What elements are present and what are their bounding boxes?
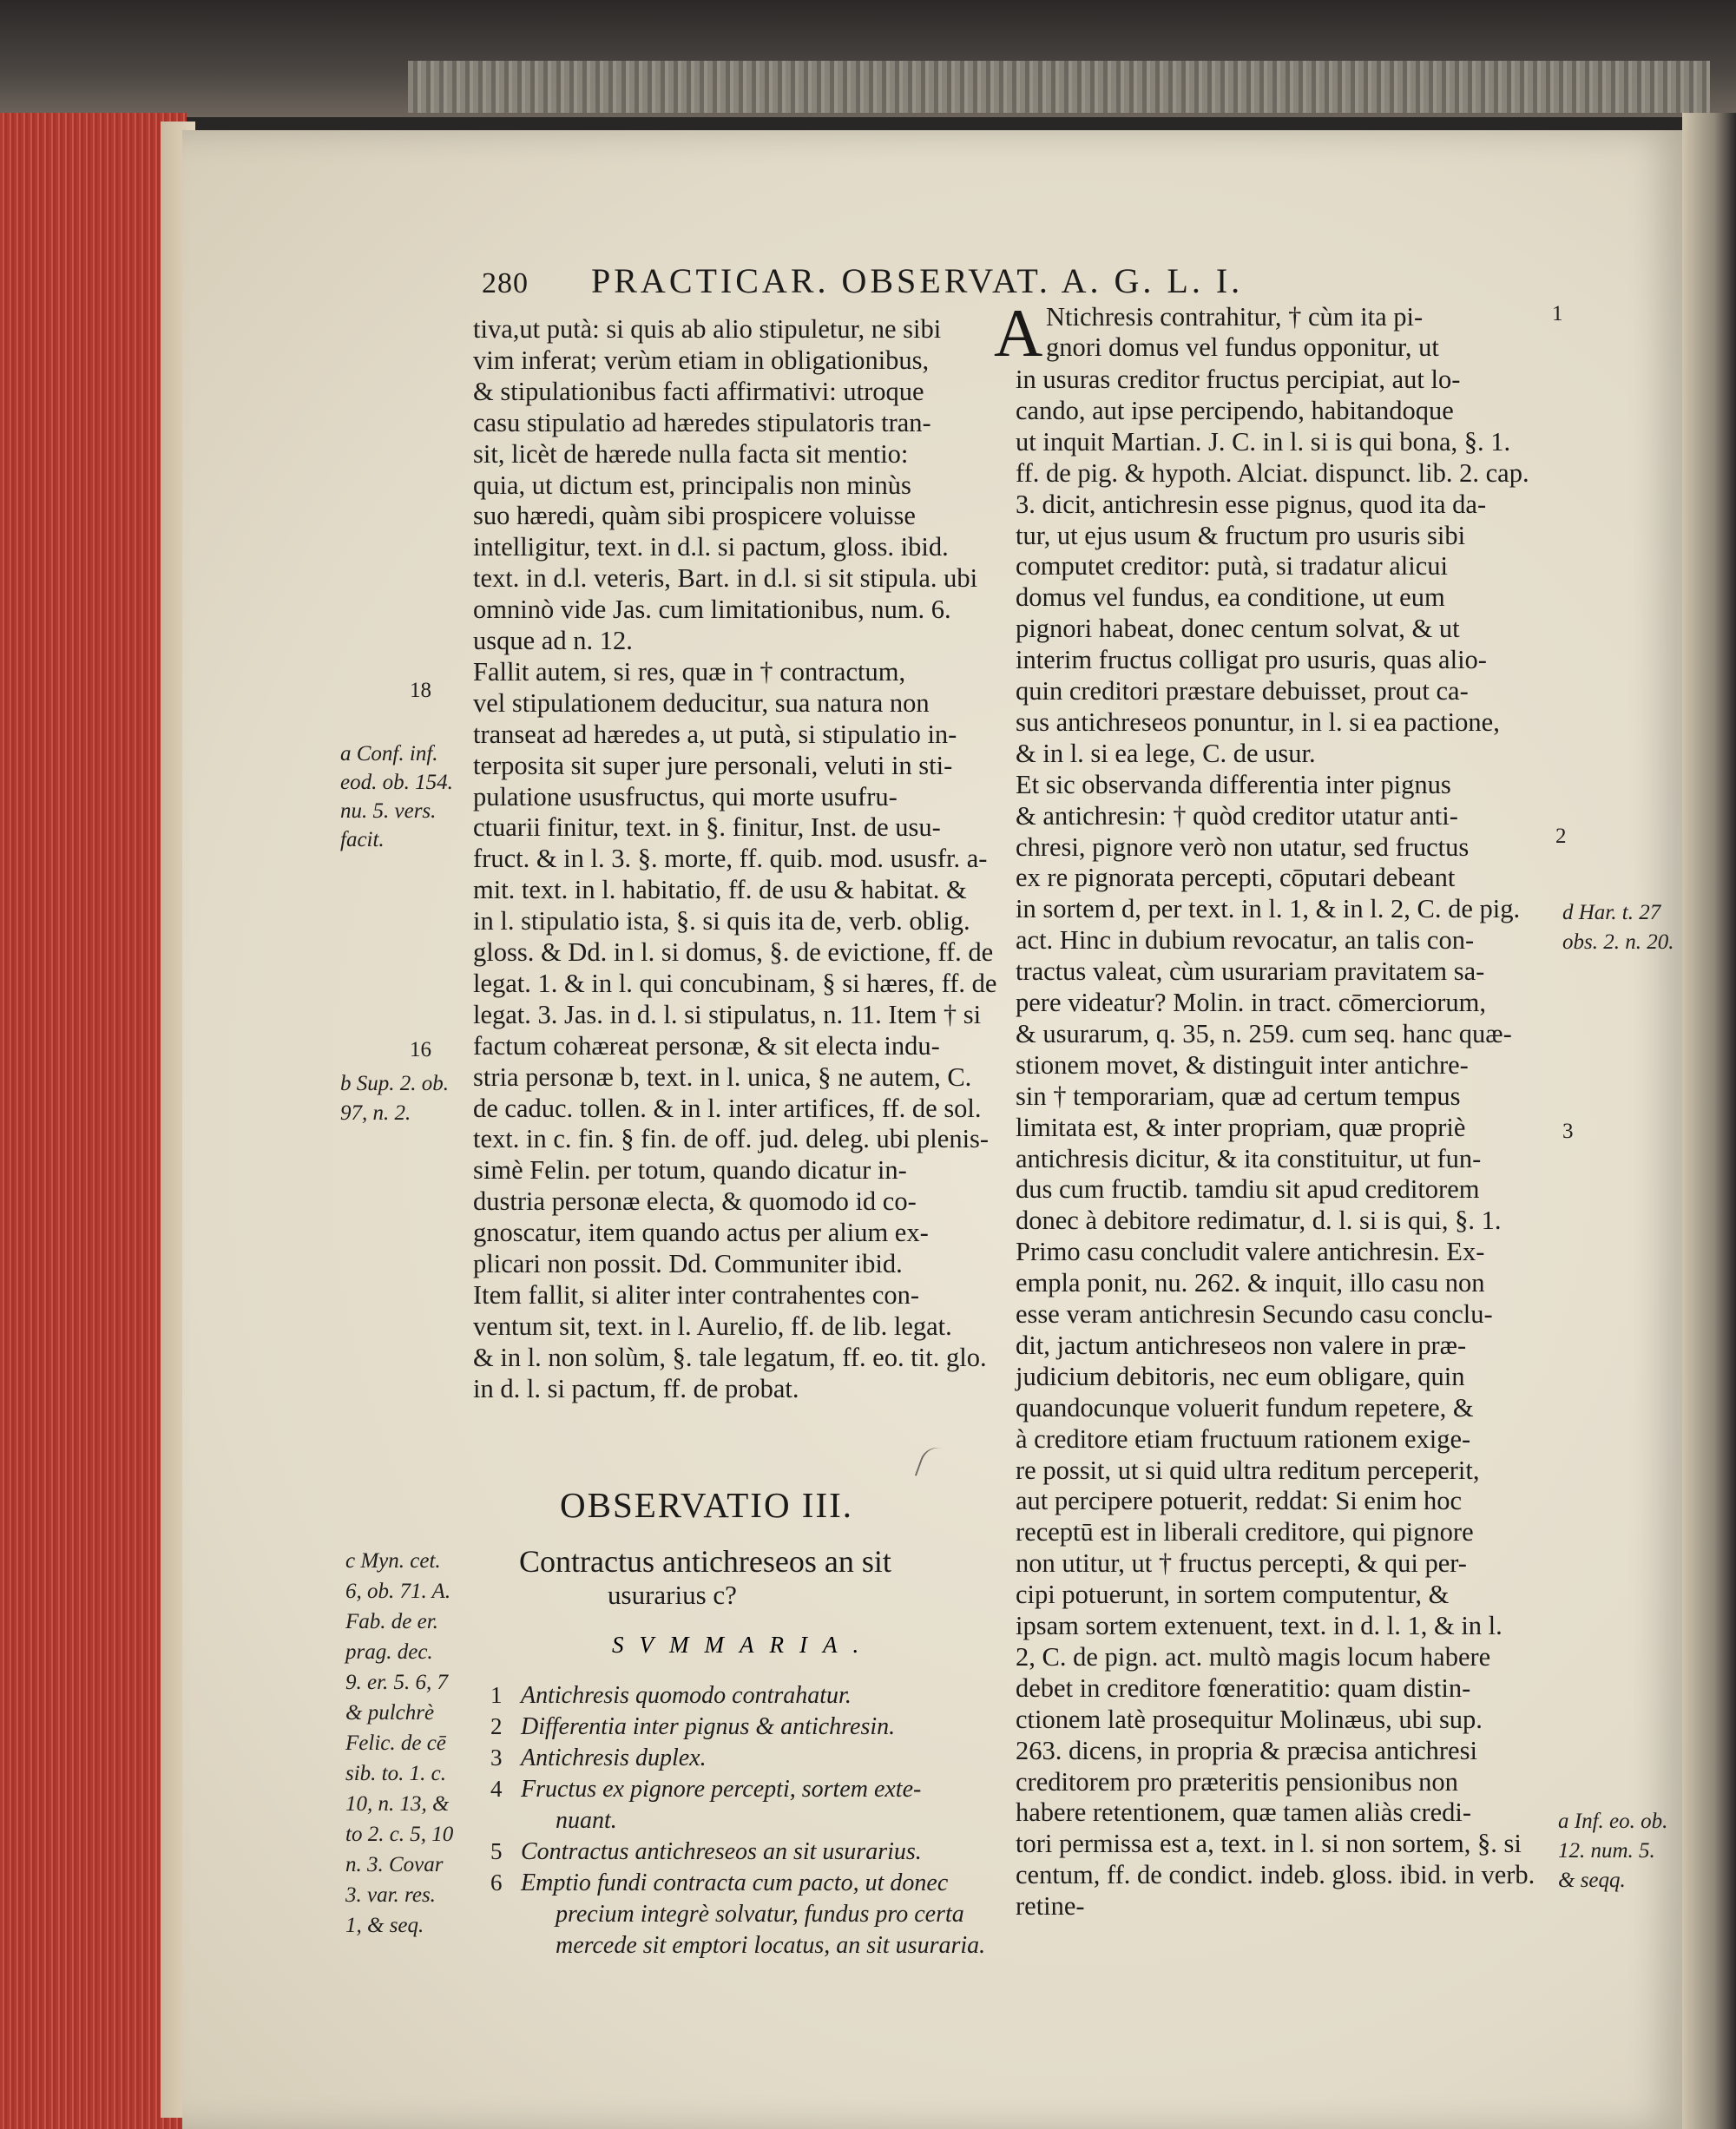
left-text-line: gloss. & Dd. in l. si domus, §. de evictione, ff. de (473, 937, 994, 967)
margin-note-line: 10, n. 13, & (345, 1792, 450, 1816)
right-text-line: in usuras creditor fructus percipiat, aut lo- (1016, 365, 1461, 394)
left-text-line: casu stipulatio ad hæredes stipulatoris tran- (473, 407, 931, 437)
right-text-line: & in l. si ea lege, C. de usur. (1016, 738, 1316, 768)
right-text-line: retine- (1016, 1891, 1085, 1922)
drop-initial: A (994, 295, 1043, 371)
left-text-line: usque ad n. 12. (473, 626, 633, 655)
left-text-line: in d. l. si pactum, ff. de probat. (473, 1373, 799, 1403)
margin-note-line: Felic. de cē (345, 1731, 446, 1755)
summaria-heading: SVMMARIA. (612, 1632, 875, 1658)
right-text-line: quandocunque voluerit fundum repetere, & (1016, 1392, 1474, 1423)
left-text-line: vim inferat; verùm etiam in obligationibus, (473, 345, 930, 375)
right-text-line: & usurarum, q. 35, n. 259. cum seq. hanc quæ- (1016, 1018, 1512, 1048)
left-text-line: in l. stipulatio ista, §. si quis ita de, verb. oblig. (473, 906, 970, 936)
left-text-line: ctuarii finitur, text. in §. finitur, Inst. de usu- (473, 812, 941, 843)
right-text-line: & antichresin: † quòd creditor utatur anti- (1016, 800, 1458, 831)
right-text-line: ex re pignorata percepti, cōputari debeant (1016, 863, 1456, 893)
right-text-line: habere retentionem, quæ tamen aliàs credi- (1016, 1797, 1472, 1828)
margin-note-line: 97, n. 2. (340, 1101, 411, 1125)
running-title: PRACTICAR. OBSERVAT. A. G. L. I. (591, 261, 1244, 300)
right-text-line: sin † temporariam, quæ ad certum tempus (1016, 1081, 1461, 1111)
right-text-line: 3. dicit, antichresin esse pignus, quod ita da- (1016, 489, 1487, 519)
right-text-line: à creditore etiam fructuum rationem exige- (1016, 1423, 1471, 1454)
right-text-line: pere videatur? Molin. in tract. cōmerciorum, (1016, 988, 1487, 1017)
margin-note-line: c Myn. cet. (345, 1549, 441, 1573)
right-page-edge (1682, 113, 1736, 2129)
left-text-line: plicari non possit. Dd. Communiter ibid. (473, 1249, 903, 1278)
right-text-line: non utitur, ut † fructus percepti, & qui per- (1016, 1548, 1467, 1579)
summary-item-text: precium integrè solvatur, fundus pro certa (556, 1901, 964, 1928)
running-header (482, 260, 1243, 301)
left-text-line: legat. 3. Jas. in d. l. si stipulatus, n. 11. Item † si (473, 999, 982, 1029)
margin-note-line: 9. er. 5. 6, 7 (345, 1671, 449, 1694)
page-number: 280 (482, 267, 529, 299)
margin-note-line: 3. var. res. (345, 1883, 436, 1907)
left-text-line: stria personæ b, text. in l. unica, § ne autem, C. (473, 1061, 972, 1092)
right-text-line: Et sic observanda differentia inter pignus (1016, 769, 1451, 799)
left-text-line: intelligitur, text. in d.l. si pactum, gloss. ibid. (473, 532, 949, 562)
left-text-line: gnoscatur, item quando actus per alium ex- (473, 1218, 929, 1248)
right-text-line: ff. de pig. & hypoth. Alciat. dispunct. lib. 2. cap. (1016, 457, 1529, 488)
margin-note-line: 1, & seq. (345, 1914, 424, 1937)
right-text-line: cipi potuerunt, in sortem computentur, & (1016, 1580, 1450, 1610)
right-text-line: act. Hinc in dubium revocatur, an talis con- (1016, 925, 1475, 956)
left-text-line: dustria personæ electa, & quomodo id co- (473, 1186, 917, 1217)
right-text-line: centum, ff. de condict. indeb. gloss. ibid. in verb. (1016, 1860, 1535, 1890)
right-text-line: domus vel fundus, ea conditione, ut eum (1016, 582, 1445, 613)
right-text-line: 2, C. de pign. act. multò magis locum habere (1016, 1641, 1491, 1672)
margin-note-line: d Har. t. 27 (1562, 901, 1661, 924)
observatio-caption-line1: Contractus antichreseos an sit (519, 1544, 891, 1579)
summary-item-text: Contractus antichreseos an sit usurarius. (521, 1838, 922, 1865)
summary-item-text: Emptio fundi contracta cum pacto, ut donec (521, 1869, 949, 1896)
right-text-line: 263. dicens, in propria & præcisa antichresi (1016, 1735, 1477, 1765)
summary-item-number: 4 (490, 1776, 503, 1802)
right-text-line: limitata est, & inter propriam, quæ propriè (1016, 1112, 1466, 1142)
right-text-line: judicium debitoris, nec eum obligare, quin (1016, 1361, 1465, 1391)
right-text-line: antichresis dicitur, & ita constituitur, ut fun- (1016, 1143, 1482, 1173)
left-text-line: mit. text. in l. habitatio, ff. de usu & habitat. & (473, 875, 967, 905)
margin-note-line: & pulchrè (345, 1701, 435, 1725)
summary-item-text: Fructus ex pignore percepti, sortem exte- (521, 1776, 922, 1803)
margin-note-line: sib. to. 1. c. (345, 1762, 446, 1785)
left-text-line: ventum sit, text. in l. Aurelio, ff. de lib. legat. (473, 1311, 952, 1341)
right-text-line: cando, aut ipse percipendo, habitandoque (1016, 395, 1454, 425)
right-text-line: in sortem d, per text. in l. 1, & in l. 2, C. de pig. (1016, 894, 1521, 924)
summary-item-text: nuant. (556, 1807, 617, 1834)
summary-item-number: 3 (490, 1745, 503, 1771)
summary-item-number: 2 (490, 1713, 503, 1739)
margin-note-line: 12. num. 5. (1558, 1839, 1655, 1863)
margin-note-line: a Inf. eo. ob. (1558, 1810, 1668, 1833)
left-text-line: factum cohæreat personæ, & sit electa indu- (473, 1030, 940, 1061)
right-text-line: quin creditori præstare debuisset, prout ca- (1016, 676, 1469, 706)
right-text-line: Ntichresis contrahitur, † cùm ita pi- (1046, 302, 1424, 332)
summary-item-number: 6 (490, 1869, 503, 1896)
headband (408, 61, 1710, 113)
summary-item-text: Antichresis quomodo contrahatur. (521, 1682, 852, 1709)
margin-note-line: facit. (340, 828, 385, 851)
observatio-caption-line2: usurarius c? (608, 1580, 737, 1610)
margin-note-line: Fab. de er. (345, 1610, 438, 1633)
margin-number-3: 3 (1562, 1120, 1574, 1143)
right-text-line: computet creditor: putà, si tradatur alicui (1016, 551, 1448, 582)
left-text-line: text. in d.l. veteris, Bart. in d.l. si sit stipula. ubi (473, 563, 978, 594)
summary-item-number: 5 (490, 1838, 503, 1864)
summary-item-text: mercede sit emptori locatus, an sit usuraria. (556, 1932, 986, 1959)
left-text-line: quia, ut dictum est, principalis non minùs (473, 470, 911, 500)
margin-note-line: obs. 2. n. 20. (1562, 930, 1674, 954)
right-text-line: sus antichreseos ponuntur, in l. si ea pactione, (1016, 706, 1500, 737)
left-text-line: simè Felin. per totum, quando dicatur in- (473, 1155, 907, 1186)
right-text-line: ut inquit Martian. J. C. in l. si is qui bona, §. 1. (1016, 426, 1511, 457)
margin-note-line: n. 3. Covar (345, 1853, 444, 1876)
right-text-line: pignori habeat, donec centum solvat, & ut (1016, 614, 1460, 644)
margin-note-line: 6, ob. 71. A. (345, 1580, 451, 1603)
margin-note-line: prag. dec. (345, 1640, 433, 1664)
left-text-line: & stipulationibus facti affirmativi: utroque (473, 376, 924, 406)
left-text-line: terposita sit super jure personali, veluti in sti- (473, 750, 953, 780)
left-text-line: Fallit autem, si res, quæ in † contractum, (473, 656, 906, 687)
summary-item-text: Antichresis duplex. (521, 1745, 707, 1771)
right-text-line: creditorem pro præteritis pensionibus non (1016, 1766, 1458, 1797)
observatio-title: OBSERVATIO III. (560, 1485, 854, 1525)
right-text-line: dit, jactum antichreseos non valere in præ- (1016, 1330, 1467, 1360)
margin-number-16: 16 (410, 1038, 431, 1061)
right-text-line: empla ponit, nu. 262. & inquit, illo casu non (1016, 1268, 1485, 1298)
right-text-line: debet in creditore fœneratitio: quam distin- (1016, 1672, 1471, 1703)
right-text-line: stionem movet, & distinguit inter antichre- (1016, 1049, 1469, 1080)
margin-number-2: 2 (1555, 825, 1567, 848)
left-text-line: tiva,ut putà: si quis ab alio stipuletur, ne sibi (473, 314, 942, 344)
margin-number-1: 1 (1552, 302, 1563, 325)
right-text-line: Primo casu concludit valere antichresin. Ex- (1016, 1237, 1485, 1267)
margin-note-line: & seqq. (1558, 1869, 1626, 1892)
margin-note-line: to 2. c. 5, 10 (345, 1823, 454, 1846)
right-text-line: tori permissa est a, text. in l. si non sortem, §. si (1016, 1829, 1522, 1859)
left-text-line: text. in c. fin. § fin. de off. jud. deleg. ubi plenis- (473, 1124, 990, 1154)
left-text-line: sit, licèt de hærede nulla facta sit mentio: (473, 438, 909, 469)
right-text-line: ctionem latè prosequitur Molinæus, ubi sup. (1016, 1704, 1483, 1734)
right-text-line: aut percipere potuerit, reddat: Si enim hoc (1016, 1486, 1463, 1516)
right-text-line: gnori domus vel fundus opponitur, ut (1046, 332, 1439, 362)
margin-number-18: 18 (410, 679, 431, 702)
summary-item-text: Differentia inter pignus & antichresin. (521, 1713, 896, 1740)
right-text-line: chresi, pignore verò non utatur, sed fructus (1016, 831, 1470, 862)
left-text-line: vel stipulationem deducitur, sua natura non (473, 687, 930, 718)
margin-note-line: a Conf. inf. (340, 742, 438, 766)
right-text-line: ipsam sortem extenuent, text. in d. l. 1, & in l. (1016, 1611, 1503, 1640)
left-text-line: legat. 1. & in l. qui concubinam, § si hæres, ff. de (473, 968, 997, 998)
left-text-line: & in l. non solùm, §. tale legatum, ff. eo. tit. glo. (473, 1342, 987, 1372)
right-text-line: esse veram antichresin Secundo casu conclu- (1016, 1299, 1493, 1329)
page-edges-red (0, 113, 187, 2129)
right-text-line: receptū est in liberali creditore, qui pignore (1016, 1517, 1474, 1547)
right-text-line: dus cum fructib. tamdiu sit apud creditorem (1016, 1174, 1480, 1205)
left-text-line: suo hæredi, quàm sibi prospicere voluisse (473, 501, 916, 531)
right-text-line: tractus valeat, cùm usurariam pravitatem sa- (1016, 956, 1485, 987)
left-text-line: Item fallit, si aliter inter contrahentes con- (473, 1279, 920, 1310)
margin-note-line: eod. ob. 154. (340, 771, 453, 794)
left-text-line: de caduc. tollen. & in l. inter artifices, ff. de sol. (473, 1093, 982, 1123)
left-text-line: transeat ad hæredes a, ut putà, si stipulatio in- (473, 719, 957, 749)
left-text-line: pulatione ususfructus, qui morte usufru- (473, 781, 898, 812)
left-text-line: fruct. & in l. 3. §. morte, ff. quib. mod. ususfr. a- (473, 844, 988, 874)
right-text-line: interim fructus colligat pro usuris, quas alio- (1016, 645, 1487, 675)
left-text-line: omninò vide Jas. cum limitationibus, num. 6. (473, 595, 951, 625)
margin-note-line: nu. 5. vers. (340, 799, 437, 823)
summary-item-number: 1 (490, 1682, 503, 1708)
right-text-line: donec à debitore redimatur, d. l. si is qui, §. 1. (1016, 1206, 1502, 1236)
margin-note-line: b Sup. 2. ob. (340, 1072, 449, 1095)
right-text-line: tur, ut ejus usum & fructum pro usuris sibi (1016, 520, 1466, 550)
right-text-line: re possit, ut si quid ultra reditum perceperit, (1016, 1455, 1480, 1485)
